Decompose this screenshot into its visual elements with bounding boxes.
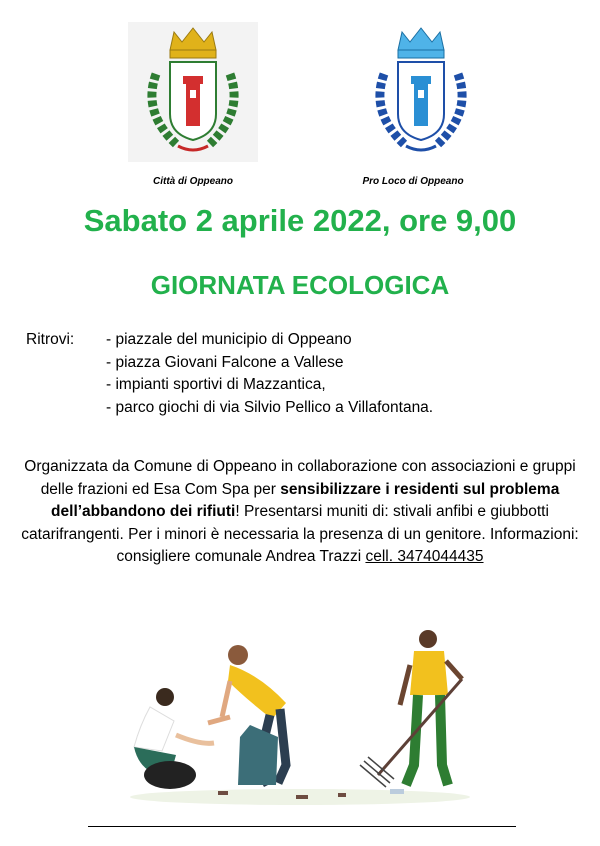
list-item: - impianti sportivi di Mazzantica, <box>106 376 326 393</box>
awareness-text: sensibilizzare i residenti sul problema dell’abbandono dei rifiuti <box>51 480 560 520</box>
phone-number: cell. 3474044435 <box>365 548 484 565</box>
equipment-text: Presentarsi muniti di: stivali anfibi e giubbotti catarifrangenti. Per i minori è necessaria la presenza di un genitore. <box>21 503 549 543</box>
event-title: GIORNATA ECOLOGICA <box>150 270 450 300</box>
info-text: Informazioni: consigliere comunale Andrea Trazzi <box>116 525 579 565</box>
list-item: - piazza Giovani Falcone a Vallese <box>106 353 344 371</box>
event-date: Sabato 2 aprile 2022, ore 9,00 <box>83 203 517 238</box>
list-item: - piazzale del municipio di Oppeano <box>106 331 352 348</box>
city-caption: Città di Oppeano <box>153 176 233 187</box>
proloco-crest-icon <box>356 22 486 162</box>
meeting-points-label: Ritrovi: <box>26 331 75 348</box>
proloco-caption: Pro Loco di Oppeano <box>362 176 464 187</box>
meeting-points-list <box>106 329 433 419</box>
organizer-text: Organizzata da Comune di Oppeano in collaborazione con associazioni e gruppi delle frazioni ed Esa Com Spa per <box>24 458 576 498</box>
event-details <box>8 456 592 569</box>
volunteers-illustration-icon <box>110 625 490 815</box>
list-item: - parco giochi di via Silvio Pellico a Villafontana. <box>106 398 434 416</box>
oppeano-city-crest-icon <box>128 22 258 162</box>
bottom-divider <box>88 826 516 827</box>
awareness-end: ! <box>235 503 240 520</box>
